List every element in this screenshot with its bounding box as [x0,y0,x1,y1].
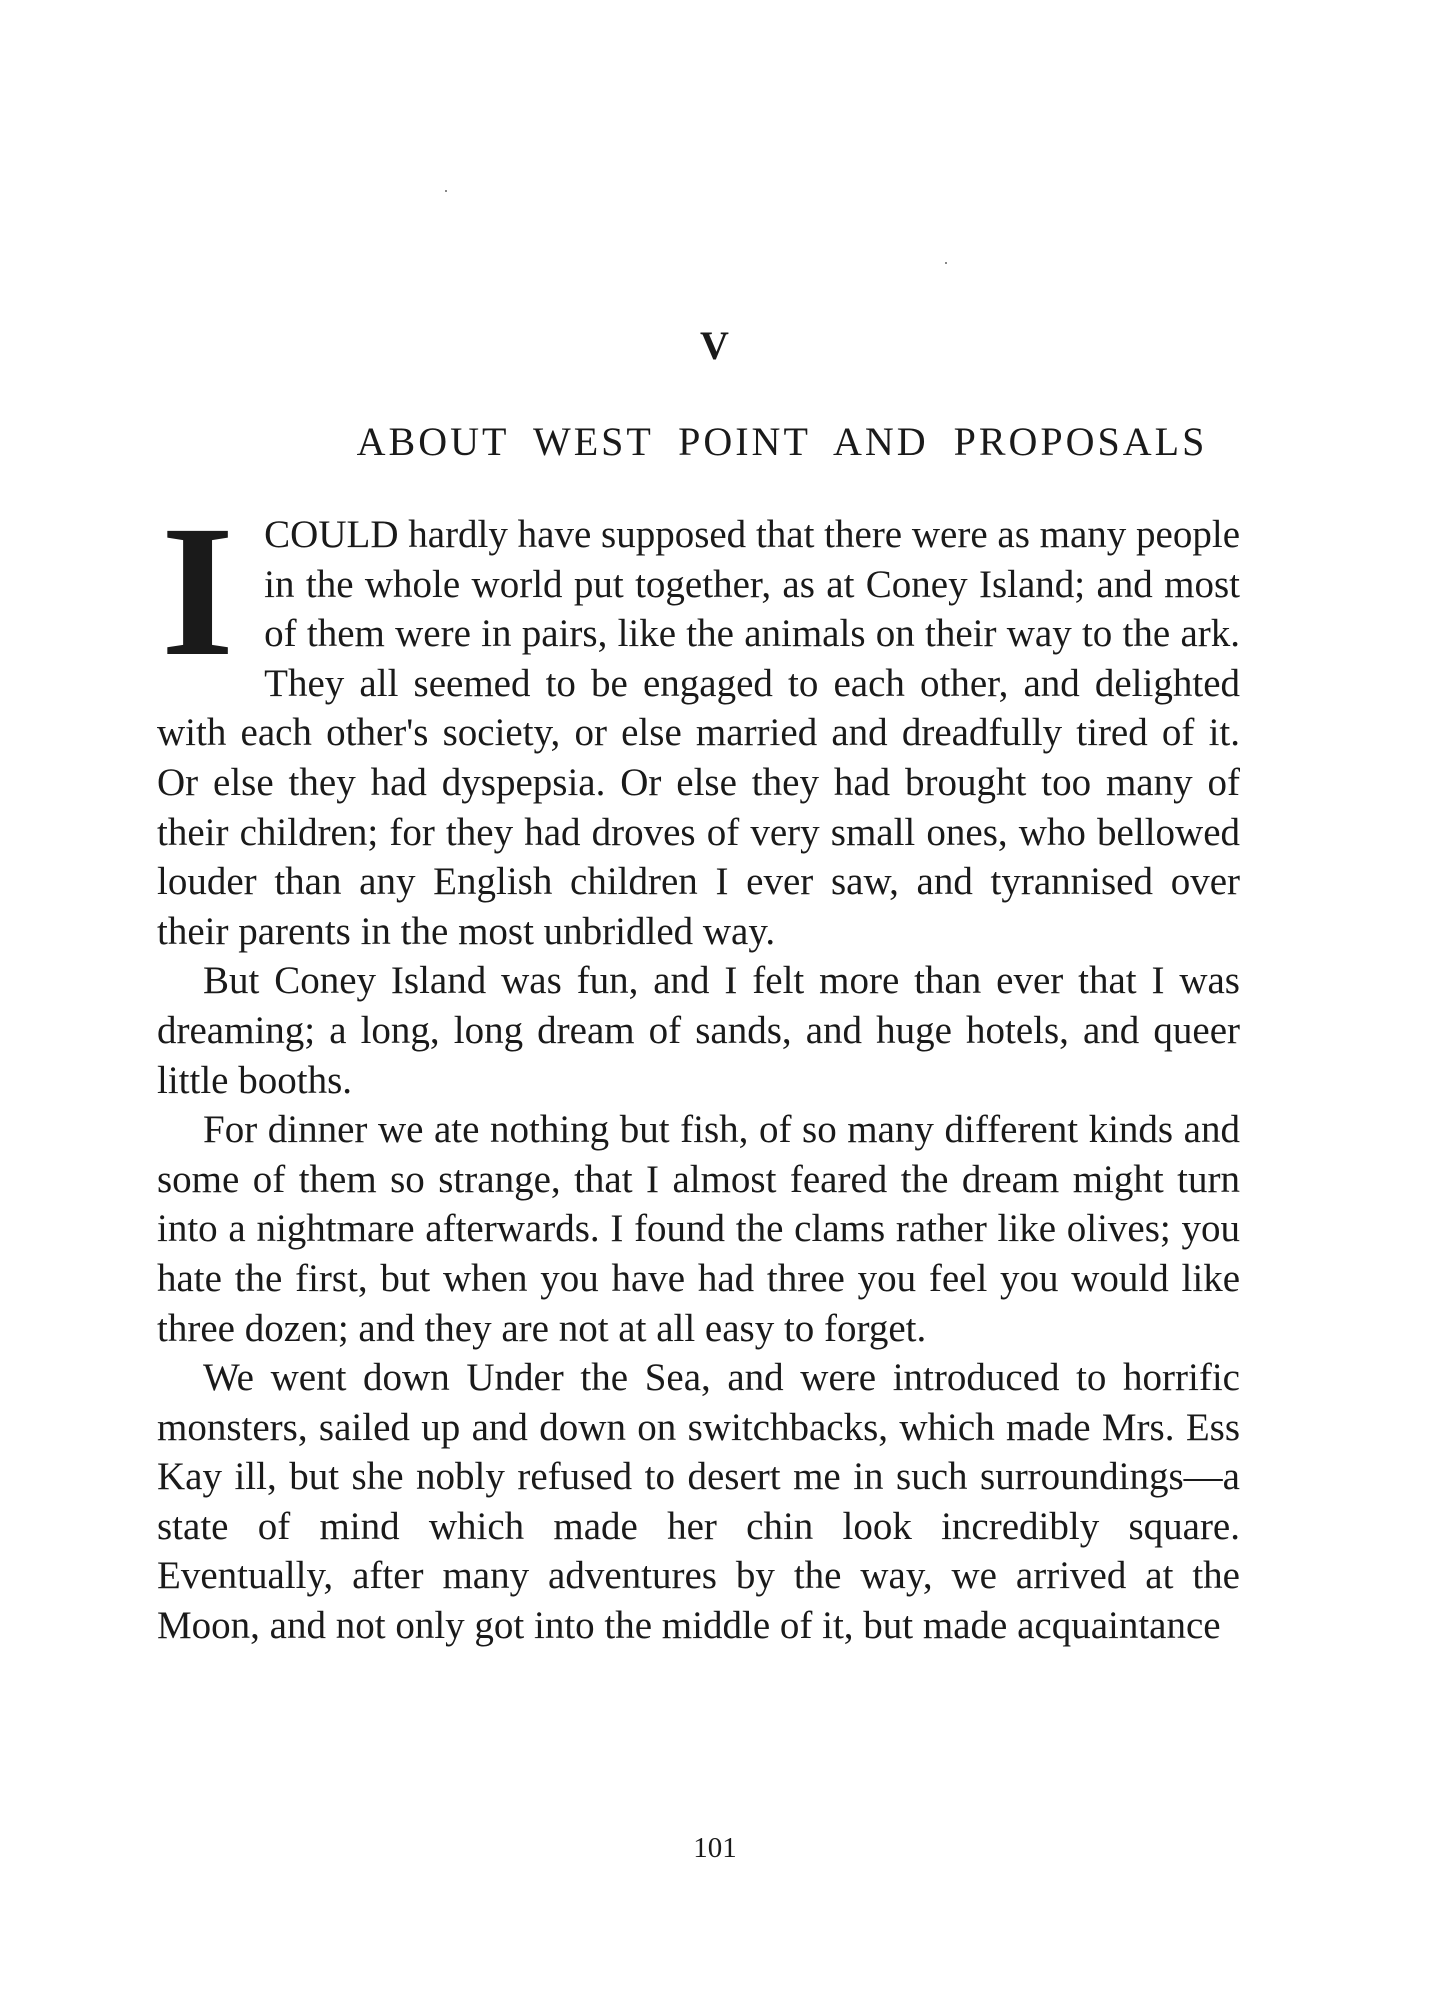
chapter-number: V [700,323,730,368]
paper-speck [445,190,447,192]
chapter-title: ABOUT WEST POINT AND PROPOSALS [356,419,1208,464]
paragraph-1-text: COULD hardly have supposed that there were as many people in the whole world put together, as at Coney Island; and most of them were in pairs, like the animals on their way to the ark. They all seemed to be engaged to each other, and delighted with each other's society, or else married and dreadfully tired of it. Or else they had dyspepsia. Or else they had brought too many of their children; for they had droves of very small ones, who bellowed louder than any English children I ever saw, and tyrannised over their parents in the most unbridled way. [157,513,1240,953]
page-number: 101 [693,1832,737,1864]
drop-cap: I [161,486,235,695]
paragraph-1 [157,486,1240,956]
body-text [157,486,1240,1651]
paragraph-2: But Coney Island was fun, and I felt more than ever that I was dreaming; a long, long dream of sands, and huge hotels, and queer little booths. [157,959,1240,1102]
paragraph-4: We went down Under the Sea, and were introduced to horrific monsters, sailed up and down on switchbacks, which made Mrs. Ess Kay ill, but she nobly refused to desert me in such surroundings—a state of mind which made her chin look incredibly square. Eventually, after many adventures by the way, we arrived at the Moon, and not only got into the middle of it, but made acquaintance [157,1356,1240,1648]
paper-speck [945,262,947,264]
paragraph-3: For dinner we ate nothing but fish, of so many different kinds and some of them so strange, that I almost feared the dream might turn into a nightmare afterwards. I found the clams rather like olives; you hate the first, but when you have had three you feel you would like three dozen; and they are not at all easy to forget. [157,1108,1240,1350]
